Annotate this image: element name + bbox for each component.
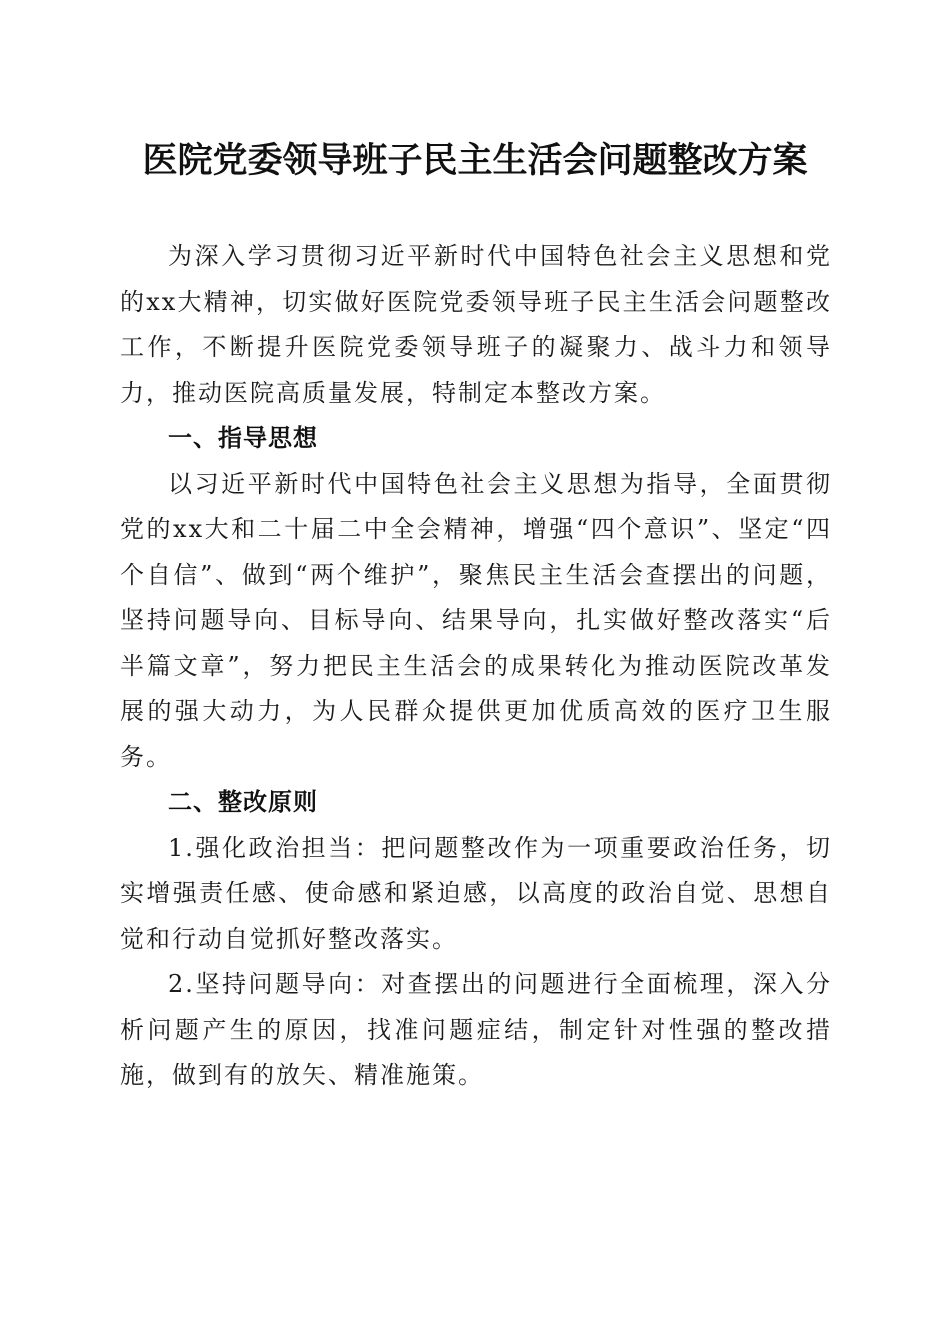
principle-item-1: 1.强化政治担当：把问题整改作为一项重要政治任务，切实增强责任感、使命感和紧迫感，以高度的政治自觉、思想自觉和行动自觉抓好整改落实。 — [120, 833, 832, 953]
document-body — [120, 234, 832, 1099]
principle-item-2: 2.坚持问题导向：对查摆出的问题进行全面梳理，深入分析问题产生的原因，找准问题症结，制定针对性强的整改措施，做到有的放矢、精准施策。 — [120, 970, 832, 1089]
document-title: 医院党委领导班子民主生活会问题整改方案 — [142, 140, 808, 181]
section-paragraph-guiding-ideology: 以习近平新时代中国特色社会主义思想为指导，全面贯彻党的xx大和二十届二中全会精神，增强“四个意识”、坚定“四个自信”、做到“两个维护”，聚焦民主生活会查摆出的问题，坚持问题导向、目标导向、结果导向，扎实做好整改落实“后半篇文章”，努力把民主生活会的成果转化为推动医院改革发展的强大动力，为人民群众提供更加优质高效的医疗卫生服务。 — [120, 469, 832, 771]
section-heading-principles: 二、整改原则 — [168, 788, 318, 816]
intro-paragraph: 为深入学习贯彻习近平新时代中国特色社会主义思想和党的xx大精神，切实做好医院党委领导班子民主生活会问题整改工作，不断提升医院党委领导班子的凝聚力、战斗力和领导力，推动医院高质量发展，特制定本整改方案。 — [120, 242, 832, 407]
section-heading-guiding-ideology: 一、指导思想 — [168, 424, 318, 452]
